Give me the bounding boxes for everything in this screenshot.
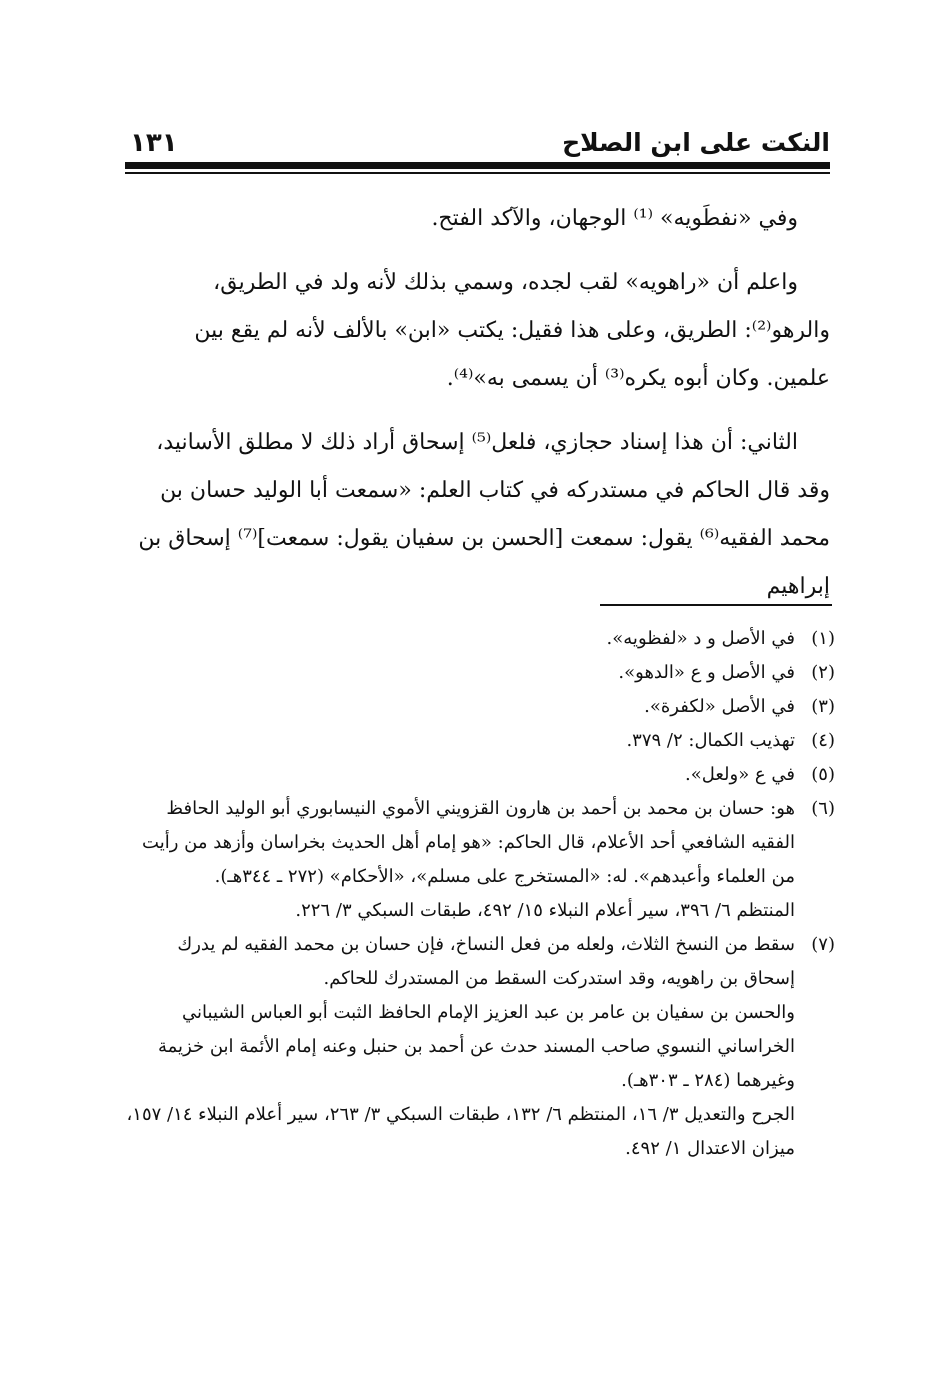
footnote-number: (٣) (811, 696, 835, 717)
footnote-sources: الجرح والتعديل ٣/ ١٦، المنتظم ٦/ ١٣٢، طبقات السبكي ٣/ ٢٦٣، سير أعلام النبلاء ١٤/ ١٥٧، ميزان الاعتدال ١/ ٤٩٢. (126, 1104, 795, 1159)
footnotes (125, 622, 835, 1166)
running-header (125, 118, 830, 162)
footnote-text: في الأصل و د «لفظويه». (606, 628, 795, 649)
footnote-number: (٤) (811, 730, 835, 751)
footnote-number: (٧) (811, 934, 835, 955)
footnote-number: (٢) (811, 662, 835, 683)
footnote-text: تهذيب الكمال: ٢/ ٣٧٩. (626, 730, 795, 751)
footnote (125, 724, 835, 758)
footnote-separator (600, 604, 832, 606)
main-text (125, 195, 830, 627)
footnote (125, 690, 835, 724)
footnote-number: (٦) (811, 798, 835, 819)
footnote (125, 928, 835, 1166)
footnote (125, 656, 835, 690)
header-rule-thin (125, 172, 830, 174)
header-rule-thick (125, 162, 830, 169)
footnote-number: (١) (811, 628, 835, 649)
footnote (125, 792, 835, 928)
footnote-text: هو: حسان بن محمد بن أحمد بن هارون القزويني الأموي النيسابوري أبو الوليد الحافظ الفقيه الشافعي أحد الأعلام، قال الحاكم: «هو إمام أهل الحديث بخراسان وأزهد من رأيت من العلماء وأعبدهم». له: «المستخرج على مسلم»، «الأحكام» (٢٧٢ ـ ٣٤٤هـ). (142, 798, 795, 887)
footnote-text: سقط من النسخ الثلاث، ولعله من فعل النساخ، فإن حسان بن محمد الفقيه لم يدرك إسحاق بن راهويه، وقد استدركت السقط من المستدرك للحاكم. (177, 934, 795, 989)
footnote-number: (٥) (811, 764, 835, 785)
page-number: ١٣١ (130, 128, 178, 158)
paragraph: واعلم أن «راهويه» لقب لجده، وسمي بذلك لأنه ولد في الطريق، والرهو⁽²⁾: الطريق، وعلى هذا فقيل: يكتب «ابن» بالألف لأنه لم يقع بين علمين. وكان أبوه يكره⁽³⁾ أن يسمى به»⁽⁴⁾. (194, 270, 830, 391)
running-title: النكت على ابن الصلاح (562, 128, 830, 157)
footnote-text: في الأصل «لكفرة». (644, 696, 795, 717)
footnote-text: في الأصل و ع «الدهو». (618, 662, 795, 683)
paragraph: الثاني: أن هذا إسناد حجازي، فلعل⁽⁵⁾ إسحاق أراد ذلك لا مطلق الأسانيد، وقد قال الحاكم في مستدركه في كتاب العلم: «سمعت أبا الوليد حسان بن محمد الفقيه⁽⁶⁾ يقول: سمعت [الحسن بن سفيان يقول: سمعت]⁽⁷⁾ إسحاق بن إبراهيم (138, 430, 830, 599)
footnote-text: والحسن بن سفيان بن عامر بن عبد العزيز الإمام الحافظ الثبت أبو العباس الشيباني الخراساني النسوي صاحب المسند حدث عن أحمد بن حنبل وعنه إمام الأئمة ابن خزيمة وغيرهما (٢٨٤ ـ ٣٠٣هـ). (158, 1002, 795, 1091)
footnote (125, 758, 835, 792)
footnote-sources: المنتظم ٦/ ٣٩٦، سير أعلام النبلاء ١٥/ ٤٩٢، طبقات السبكي ٣/ ٢٢٦. (295, 900, 795, 921)
footnote-text: في ع «ولعل». (684, 764, 795, 785)
footnote (125, 622, 835, 656)
paragraph: وفي «نفطَويه» ⁽¹⁾ الوجهان، والآكد الفتح. (431, 206, 798, 231)
